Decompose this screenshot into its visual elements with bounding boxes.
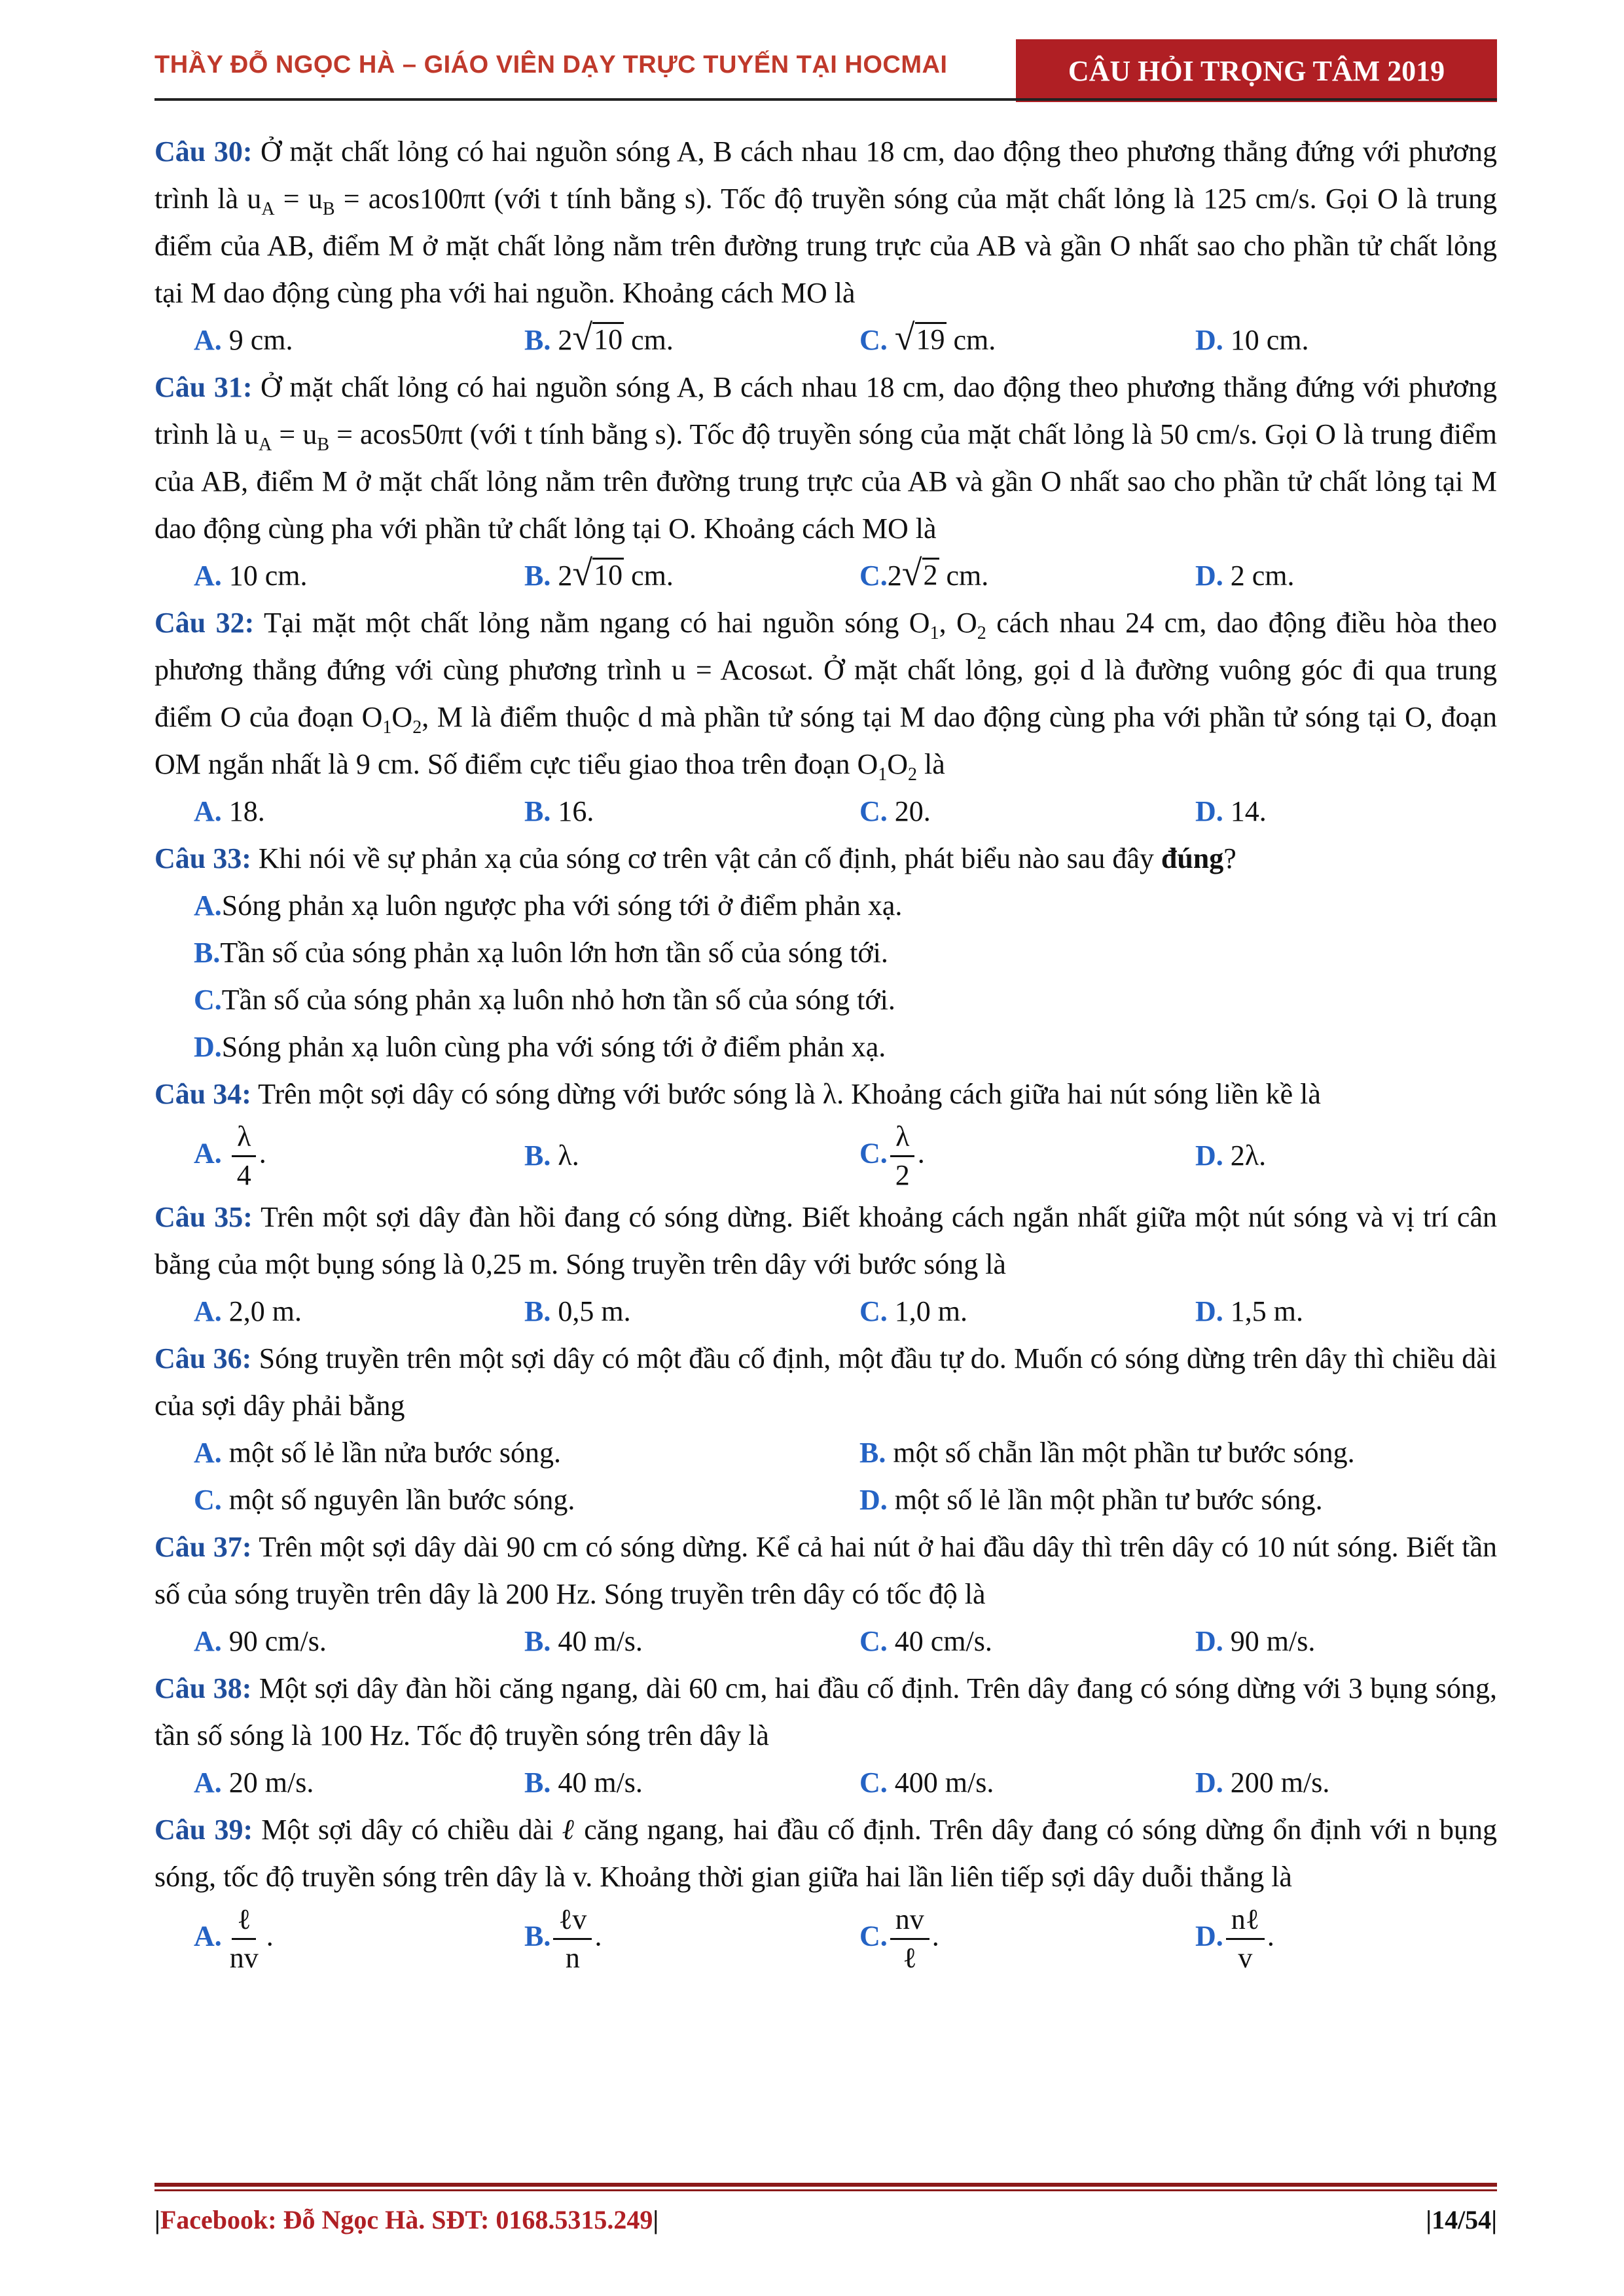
answer-row <box>154 1288 1497 1335</box>
fraction <box>890 1119 915 1194</box>
question-text: = acos100πt (với t tính bằng s). Tốc độ truyền sóng của mặt chất lỏng là 125 cm/s. Gọi O là trung điểm của AB, điểm M ở mặt chất lỏng nằm trên đường trung trực của AB và gần O nhất sao cho phần tử chất lỏng tại M dao động cùng pha với hai nguồn. Khoảng cách MO là <box>154 183 1497 309</box>
option-text: 40 cm/s. <box>887 1625 992 1657</box>
fraction <box>1226 1901 1265 1977</box>
option-b[interactable] <box>524 1618 643 1665</box>
option-c[interactable] <box>859 1759 994 1806</box>
option-text: 2λ. <box>1223 1139 1267 1172</box>
option-text: 0,5 m. <box>550 1295 631 1327</box>
question-text: = u <box>272 418 317 450</box>
question-text: Một sợi dây có chiều dài <box>253 1814 562 1846</box>
fraction <box>232 1119 257 1194</box>
option-b[interactable] <box>524 1759 643 1806</box>
option-label: B. <box>524 1295 551 1327</box>
question-36 <box>154 1335 1497 1429</box>
fraction <box>553 1901 592 1977</box>
answer-row <box>154 1429 1497 1477</box>
option-label: B. <box>194 937 221 969</box>
option-a[interactable] <box>194 317 293 364</box>
option-label: C. <box>859 1137 888 1170</box>
question-33 <box>154 835 1497 882</box>
question-31 <box>154 364 1497 552</box>
option-a[interactable] <box>194 1429 561 1477</box>
option-text: 10 cm. <box>221 560 308 592</box>
option-d[interactable] <box>1195 1288 1303 1335</box>
option-c[interactable] <box>154 977 1497 1024</box>
option-text: . <box>594 1920 602 1952</box>
option-text: Tần số của sóng phản xạ luôn lớn hơn tần số của sóng tới. <box>220 937 888 969</box>
option-c[interactable] <box>859 552 988 600</box>
footer-divider-thin <box>154 2189 1497 2191</box>
option-text: 14. <box>1223 795 1267 827</box>
denominator: nv <box>229 1941 259 1974</box>
option-label: C. <box>859 1767 888 1799</box>
question-text: , O <box>939 607 977 639</box>
question-32 <box>154 600 1497 788</box>
option-text: một số lẻ lần nửa bước sóng. <box>221 1437 562 1469</box>
option-text: . <box>259 1137 266 1170</box>
option-c[interactable] <box>859 788 931 835</box>
option-label: B. <box>524 1139 551 1172</box>
option-d[interactable] <box>1195 1618 1315 1665</box>
footer-divider <box>154 2183 1497 2187</box>
emphasis: đúng <box>1161 842 1224 874</box>
option-text: 20. <box>887 795 931 827</box>
option-label: B. <box>524 1767 551 1799</box>
option-text: một số nguyên lần bước sóng. <box>221 1484 575 1516</box>
option-a[interactable] <box>194 552 308 600</box>
option-text: 20 m/s. <box>221 1767 314 1799</box>
question-text: căng ngang, hai đầu cố định. Trên dây đang có sóng dừng ổn định với n bụng sóng, tốc độ truyền sóng trên dây là v. Khoảng thời gian giữa hai lần liên tiếp sợi dây duỗi thẳng là <box>154 1814 1497 1893</box>
answer-row <box>154 1759 1497 1806</box>
question-text: Tại mặt một chất lỏng nằm ngang có hai nguồn sóng O <box>254 607 930 639</box>
footer-contact-text: Facebook: Đỗ Ngọc Hà. SĐT: 0168.5315.249 <box>160 2205 653 2234</box>
answer-row <box>154 552 1497 600</box>
option-a[interactable] <box>194 1759 314 1806</box>
option-label: C. <box>859 324 888 356</box>
question-text: = acos50πt (với t tính bằng s). Tốc độ truyền sóng của mặt chất lỏng là 50 cm/s. Gọi O là trung điểm của AB, điểm M ở mặt chất lỏng nằm trên đường trung trực của AB và gần O nhất sao cho phần tử chất lỏng tại M dao động cùng pha với phần tử chất lỏng tại O. Khoảng cách MO là <box>154 418 1497 545</box>
option-c[interactable] <box>859 1288 967 1335</box>
subscript: 2 <box>977 622 986 643</box>
subscript: 1 <box>878 764 888 785</box>
option-label: B. <box>524 324 551 356</box>
option-label: D. <box>1195 1295 1223 1327</box>
option-a[interactable] <box>194 788 265 835</box>
question-text: Trên một sợi dây đàn hồi đang có sóng dừng. Biết khoảng cách ngắn nhất giữa một nút sóng và vị trí cân bằng của một bụng sóng là 0,25 m. Sóng truyền trên dây với bước sóng là <box>154 1201 1497 1280</box>
option-a[interactable] <box>194 1901 274 1977</box>
question-text: Trên một sợi dây có sóng dừng với bước sóng là λ. Khoảng cách giữa hai nút sóng liền kề là <box>251 1078 1321 1110</box>
question-text: O <box>887 748 909 780</box>
denominator: 4 <box>236 1158 251 1191</box>
question-label: Câu 30: <box>154 135 253 168</box>
numerator: nℓ <box>1226 1901 1265 1940</box>
numerator: λ <box>232 1119 256 1157</box>
subscript: A <box>261 198 275 219</box>
sqrt-expression: √ 2 <box>901 553 938 594</box>
option-label: C. <box>194 1484 222 1516</box>
option-text: 2,0 m. <box>221 1295 302 1327</box>
option-text: 90 cm/s. <box>221 1625 327 1657</box>
option-label: A. <box>194 560 222 592</box>
option-text: λ. <box>550 1139 579 1172</box>
answer-row <box>154 788 1497 835</box>
question-label: Câu 34: <box>154 1078 251 1110</box>
question-30 <box>154 128 1497 317</box>
radicand: 10 <box>594 323 623 355</box>
option-label: A. <box>194 1920 222 1952</box>
option-b[interactable] <box>524 1288 631 1335</box>
question-label: Câu 36: <box>154 1342 252 1374</box>
subscript: B <box>322 198 335 219</box>
subscript: A <box>259 434 272 455</box>
option-c[interactable] <box>859 1618 992 1665</box>
option-c[interactable] <box>859 317 996 364</box>
option-label: D. <box>859 1484 888 1516</box>
option-text: 1,5 m. <box>1223 1295 1304 1327</box>
question-label: Câu 31: <box>154 371 253 403</box>
header-badge: CÂU HỎI TRỌNG TÂM 2019 <box>1016 39 1497 102</box>
numerator: ℓv <box>553 1901 592 1940</box>
radicand: 2 <box>923 559 938 591</box>
option-label: B. <box>524 560 551 592</box>
question-text: Trên một sợi dây dài 90 cm có sóng dừng. Kể cả hai nút ở hai đầu dây thì trên dây có 10 nút sóng. Biết tần số của sóng truyền trên dây là 200 Hz. Sóng truyền trên dây có tốc độ là <box>154 1531 1497 1610</box>
option-text: 40 m/s. <box>550 1625 643 1657</box>
option-d[interactable] <box>1195 552 1295 600</box>
question-text: là <box>917 748 945 780</box>
option-label: C. <box>859 1920 888 1952</box>
question-text: Một sợi dây đàn hồi căng ngang, dài 60 cm, hai đầu cố định. Trên dây đang có sóng dừng với 3 bụng sóng, tần số sóng là 100 Hz. Tốc độ truyền sóng trên dây là <box>154 1672 1497 1751</box>
question-text: Sóng truyền trên một sợi dây có một đầu cố định, một đầu tự do. Muốn có sóng dừng trên dây thì chiều dài của sợi dây phải bằng <box>154 1342 1498 1422</box>
option-text: một số lẻ lần một phần tư bước sóng. <box>887 1484 1323 1516</box>
question-list <box>154 128 1497 1977</box>
option-c[interactable] <box>859 1119 925 1194</box>
option-label: D. <box>1195 795 1223 827</box>
option-label: C. <box>859 1295 888 1327</box>
answer-row <box>154 1618 1497 1665</box>
option-label: A. <box>194 1437 222 1469</box>
numerator: nv <box>890 1901 929 1940</box>
sqrt-expression: √ 19 <box>894 317 945 358</box>
option-c[interactable] <box>194 1477 575 1524</box>
option-text: 90 m/s. <box>1223 1625 1316 1657</box>
option-label: D. <box>1195 324 1223 356</box>
question-label: Câu 32: <box>154 607 255 639</box>
separator: | <box>1491 2205 1497 2234</box>
option-b[interactable] <box>524 1901 602 1977</box>
option-label: B. <box>524 1920 551 1952</box>
fraction <box>890 1901 929 1977</box>
answer-row <box>154 1901 1497 1977</box>
option-label: D. <box>1195 1767 1223 1799</box>
option-label: D. <box>1195 1139 1223 1172</box>
option-a[interactable] <box>194 1119 266 1194</box>
question-39 <box>154 1806 1497 1901</box>
option-unit: cm. <box>624 560 674 592</box>
question-label: Câu 33: <box>154 842 251 874</box>
option-label: B. <box>524 795 551 827</box>
denominator: 2 <box>895 1158 910 1191</box>
question-34 <box>154 1071 1497 1118</box>
coefficient: 2 <box>558 560 573 592</box>
option-text: 2 cm. <box>1223 560 1295 592</box>
numerator: ℓ <box>232 1901 256 1940</box>
sqrt-expression: √ 10 <box>572 317 623 358</box>
coefficient: 2 <box>558 324 573 356</box>
option-label: B. <box>524 1625 551 1657</box>
subscript: 1 <box>382 717 392 738</box>
option-b[interactable] <box>524 552 674 600</box>
option-text: Sóng phản xạ luôn ngược pha với sóng tới ở điểm phản xạ. <box>221 889 903 922</box>
denominator: v <box>1238 1941 1253 1974</box>
ell-symbol: ℓ <box>562 1814 576 1846</box>
option-label: D. <box>194 1031 222 1063</box>
option-text: 18. <box>221 795 265 827</box>
option-label: A. <box>194 1295 222 1327</box>
option-text: . <box>1267 1920 1274 1952</box>
radicand: 19 <box>916 323 945 355</box>
option-label: C. <box>194 984 222 1016</box>
option-label: C. <box>859 795 888 827</box>
answer-row <box>154 1118 1497 1194</box>
subscript: 2 <box>412 717 422 738</box>
option-d[interactable] <box>1195 1901 1274 1977</box>
option-b[interactable] <box>524 1132 579 1179</box>
option-b[interactable] <box>154 929 1497 977</box>
option-label: A. <box>194 1137 222 1170</box>
question-35 <box>154 1194 1497 1288</box>
option-text: . <box>931 1920 939 1952</box>
sqrt-expression: √ 10 <box>572 553 623 594</box>
option-label: C. <box>859 1625 888 1657</box>
coefficient: 2 <box>887 560 902 592</box>
question-text: ? <box>1223 842 1236 874</box>
option-label: A. <box>194 324 222 356</box>
subscript: 1 <box>929 622 939 643</box>
option-label: B. <box>859 1437 886 1469</box>
numerator: λ <box>890 1119 914 1157</box>
option-text: 400 m/s. <box>887 1767 994 1799</box>
page-number <box>1426 2204 1497 2235</box>
denominator: n <box>565 1941 580 1974</box>
denominator: ℓ <box>903 1941 917 1974</box>
option-text: 9 cm. <box>221 324 293 356</box>
option-text: Sóng phản xạ luôn cùng pha với sóng tới ở điểm phản xạ. <box>221 1031 886 1063</box>
option-text: 200 m/s. <box>1223 1767 1330 1799</box>
option-text: một số chẵn lần một phần tư bước sóng. <box>886 1437 1355 1469</box>
question-text: Ở mặt chất lỏng có hai nguồn sóng A, B cách nhau 18 cm, dao động theo phương thẳng đứng với phương trình là u <box>154 371 1498 450</box>
option-text: Tần số của sóng phản xạ luôn nhỏ hơn tần số của sóng tới. <box>221 984 895 1016</box>
fraction <box>225 1901 264 1977</box>
option-text: . <box>266 1920 274 1952</box>
option-text: 10 cm. <box>1223 324 1309 356</box>
answer-row <box>154 1477 1497 1524</box>
option-d[interactable] <box>1195 1759 1329 1806</box>
option-label: C. <box>859 560 888 592</box>
option-a[interactable] <box>194 1288 302 1335</box>
option-a[interactable] <box>154 882 1497 929</box>
option-b[interactable] <box>524 317 674 364</box>
header-divider <box>154 98 1497 101</box>
option-unit: cm. <box>624 324 674 356</box>
subscript: B <box>317 434 330 455</box>
option-label: D. <box>1195 560 1223 592</box>
question-text: = u <box>274 183 323 215</box>
question-label: Câu 39: <box>154 1814 253 1846</box>
option-label: A. <box>194 1767 222 1799</box>
option-label: A. <box>194 889 222 922</box>
question-37 <box>154 1524 1497 1618</box>
question-text: O <box>391 701 413 733</box>
option-d[interactable] <box>859 1477 1323 1524</box>
option-d[interactable] <box>1195 317 1309 364</box>
option-label: D. <box>1195 1625 1223 1657</box>
option-c[interactable] <box>859 1901 939 1977</box>
option-label: A. <box>194 795 222 827</box>
option-label: D. <box>1195 1920 1223 1952</box>
option-text: 1,0 m. <box>887 1295 968 1327</box>
option-d[interactable] <box>1195 1132 1266 1179</box>
page-number-text: 14/54 <box>1432 2205 1492 2234</box>
option-text: 40 m/s. <box>550 1767 643 1799</box>
option-text: 16. <box>550 795 594 827</box>
separator: | <box>1426 2205 1432 2234</box>
option-text: . <box>917 1137 925 1170</box>
subscript: 2 <box>908 764 918 785</box>
separator: | <box>653 2205 659 2234</box>
option-d[interactable] <box>1195 788 1267 835</box>
option-label: A. <box>194 1625 222 1657</box>
option-unit: cm. <box>946 324 996 356</box>
header-teacher-title: THẦY ĐỖ NGỌC HÀ – GIÁO VIÊN DẠY TRỰC TUYẾN TẠI HOCMAI <box>154 51 948 79</box>
question-label: Câu 38: <box>154 1672 252 1704</box>
option-b[interactable] <box>859 1429 1355 1477</box>
option-a[interactable] <box>194 1618 327 1665</box>
separator: | <box>154 2205 160 2234</box>
question-text: , M là điểm thuộc d mà phần tử sóng tại M dao động cùng pha với phần tử sóng tại O, đoạn OM ngắn nhất là 9 cm. Số điểm cực tiểu giao thoa trên đoạn O <box>154 701 1497 780</box>
answer-row <box>154 317 1497 364</box>
option-d[interactable] <box>154 1024 1497 1071</box>
option-unit: cm. <box>939 560 989 592</box>
question-38 <box>154 1665 1497 1759</box>
footer-contact <box>154 2204 659 2235</box>
radicand: 10 <box>594 559 623 591</box>
question-text: Khi nói về sự phản xạ của sóng cơ trên vật cản cố định, phát biểu nào sau đây <box>251 842 1161 874</box>
question-label: Câu 35: <box>154 1201 253 1233</box>
question-text: Ở mặt chất lỏng có hai nguồn sóng A, B cách nhau 18 cm, dao động theo phương thẳng đứng với phương trình là u <box>154 135 1498 215</box>
question-label: Câu 37: <box>154 1531 252 1563</box>
option-b[interactable] <box>524 788 594 835</box>
question-text: cách nhau 24 cm, dao động điều hòa theo phương thẳng đứng với cùng phương trình u = Acosωt. Ở mặt chất lỏng, gọi d là đường vuông góc đi qua trung điểm O của đoạn O <box>154 607 1498 733</box>
